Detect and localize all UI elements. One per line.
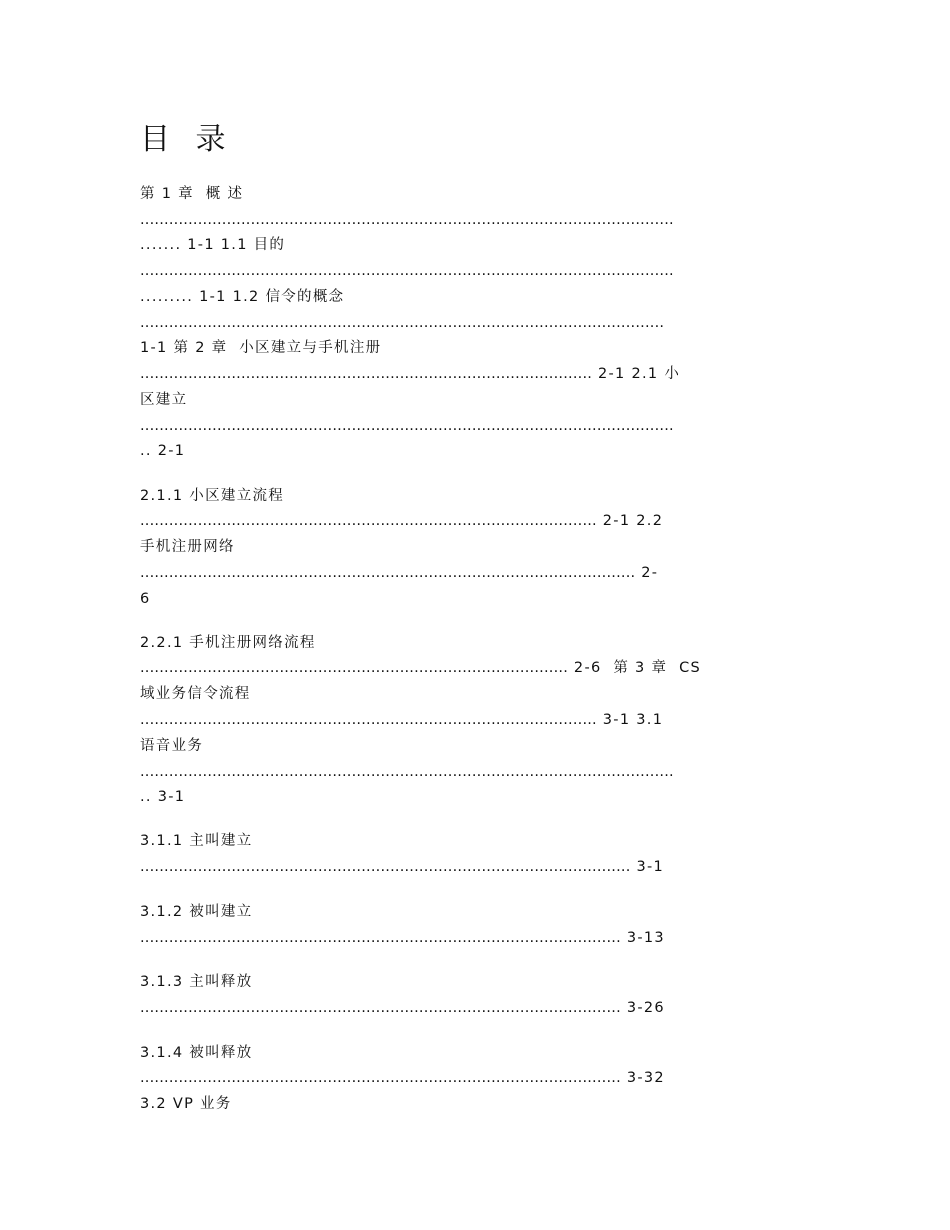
leader-dots: ....................................................................................................... bbox=[140, 565, 636, 581]
toc-entry-text: 3.1.3 主叫释放 bbox=[140, 974, 253, 990]
toc-entry-text: 第 1 章 概 述 bbox=[140, 186, 244, 202]
toc-entry-text: 2-1 2.1 小 bbox=[592, 366, 681, 382]
toc-entry-text: 3.1.1 主叫建立 bbox=[140, 833, 253, 849]
toc-line bbox=[140, 1043, 253, 1063]
toc-entry-text: 2-1 2.2 bbox=[596, 513, 664, 529]
toc-line bbox=[140, 287, 344, 307]
toc-line bbox=[140, 537, 235, 557]
toc-entry-text: 3-1 3.1 bbox=[596, 712, 664, 728]
toc-line bbox=[140, 261, 674, 281]
leader-dots: ............................................................................................................... bbox=[140, 212, 674, 228]
toc-entry-text: 3-32 bbox=[620, 1070, 665, 1086]
toc-line bbox=[140, 1094, 232, 1114]
toc-entry-text: 2.1.1 小区建立流程 bbox=[140, 488, 285, 504]
toc-line bbox=[140, 902, 253, 922]
toc-entry-text: 域业务信令流程 bbox=[140, 686, 251, 702]
leader-dots: ......................................................................................... bbox=[140, 660, 569, 676]
toc-line bbox=[140, 390, 187, 410]
toc-line bbox=[140, 563, 658, 583]
toc-entry-text: 3.1.2 被叫建立 bbox=[140, 904, 253, 920]
toc-entry-text: 6 bbox=[140, 591, 151, 607]
toc-entry-text: 3.2 VP 业务 bbox=[140, 1096, 232, 1112]
toc-entry-text: .. 3-1 bbox=[140, 789, 186, 805]
toc-entry-text: 3-1 bbox=[630, 859, 665, 875]
leader-dots: ............................................................................................... bbox=[140, 712, 597, 728]
toc-entry-text: 区建立 bbox=[140, 392, 188, 408]
toc-line bbox=[140, 762, 674, 782]
toc-line bbox=[140, 364, 680, 384]
toc-entry-text: ......... 1-1 1.2 信令的概念 bbox=[140, 289, 345, 305]
toc-entry-text: 3.1.4 被叫释放 bbox=[140, 1045, 253, 1061]
toc-entry-text: ....... 1-1 1.1 目的 bbox=[140, 237, 286, 253]
toc-entry-text: 2.2.1 手机注册网络流程 bbox=[140, 635, 316, 651]
toc-line bbox=[140, 1068, 665, 1088]
toc-entry-text: 3-13 bbox=[620, 930, 665, 946]
leader-dots: .................................................................................................... bbox=[140, 1070, 621, 1086]
toc-line bbox=[140, 710, 663, 730]
leader-dots: .................................................................................................... bbox=[140, 930, 621, 946]
toc-line bbox=[140, 972, 253, 992]
toc-line bbox=[140, 338, 381, 358]
toc-entry-text: 1-1 第 2 章 小区建立与手机注册 bbox=[140, 340, 382, 356]
toc-entry-text: 2-6 第 3 章 CS bbox=[568, 660, 702, 676]
leader-dots: ............................................................................................................... bbox=[140, 418, 674, 434]
toc-line bbox=[140, 684, 251, 704]
toc-line bbox=[140, 857, 664, 877]
toc-entry-text: .. 2-1 bbox=[140, 443, 186, 459]
leader-dots: .............................................................................................. bbox=[140, 366, 593, 382]
toc-line bbox=[140, 658, 701, 678]
toc-entry-text: 2- bbox=[635, 565, 659, 581]
toc-line bbox=[140, 313, 664, 333]
toc-line bbox=[140, 511, 663, 531]
toc-line bbox=[140, 589, 151, 609]
toc-line bbox=[140, 210, 674, 230]
toc-entry-text: 3-26 bbox=[620, 1000, 665, 1016]
toc-line bbox=[140, 928, 665, 948]
toc-entry-text: 语音业务 bbox=[140, 738, 204, 754]
toc-line bbox=[140, 831, 253, 851]
toc-line bbox=[140, 441, 185, 461]
toc-line bbox=[140, 998, 665, 1018]
leader-dots: ............................................................................................................. bbox=[140, 315, 665, 331]
toc-line bbox=[140, 416, 674, 436]
toc-line bbox=[140, 633, 316, 653]
toc-entry-text: 手机注册网络 bbox=[140, 539, 235, 555]
toc-line bbox=[140, 235, 285, 255]
toc-line bbox=[140, 736, 203, 756]
leader-dots: ............................................................................................................... bbox=[140, 764, 674, 780]
page-title: 目 录 bbox=[140, 122, 234, 157]
toc-line bbox=[140, 486, 284, 506]
toc-line bbox=[140, 184, 243, 204]
toc-line bbox=[140, 787, 185, 807]
leader-dots: .................................................................................................... bbox=[140, 1000, 621, 1016]
leader-dots: ............................................................................................................... bbox=[140, 263, 674, 279]
leader-dots: ...................................................................................................... bbox=[140, 859, 631, 875]
leader-dots: ............................................................................................... bbox=[140, 513, 597, 529]
